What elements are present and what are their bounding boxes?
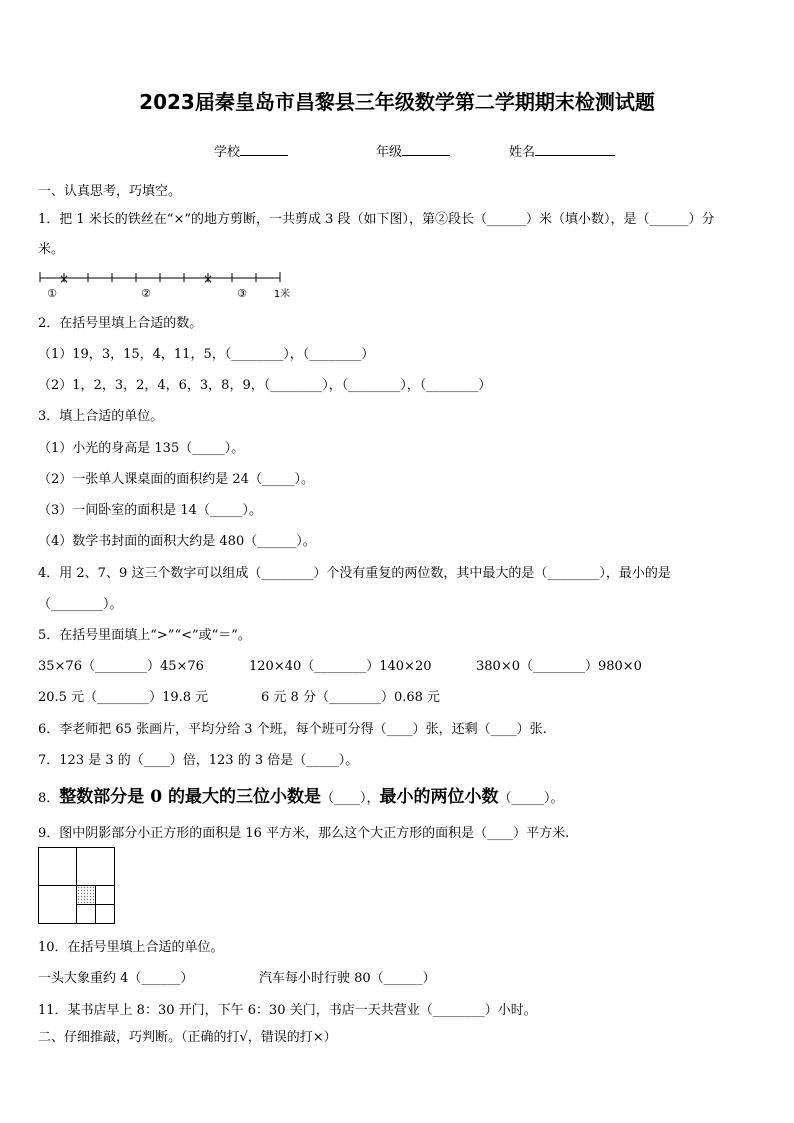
question-7: 7．123 是 3 的（____）倍，123 的 3 倍是（_____）。 xyxy=(38,753,359,768)
page-title: 2023届秦皇岛市昌黎县三年级数学第二学期期末检测试题 xyxy=(139,90,655,114)
question-3-stem: 3．填上合适的单位。 xyxy=(38,409,164,424)
ruler-unit-label: 1米 xyxy=(273,289,291,300)
section-1-heading: 一、认真思考，巧填空。 xyxy=(38,184,182,199)
question-1-line-1: 1．把 1 米长的铁丝在“×”的地方剪断，一共剪成 3 段（如下图），第②段长（______）米（填小数），是（______）分 xyxy=(38,212,715,227)
question-4-line-1: 4．用 2、7、9 这三个数字可以组成（________）个没有重复的两位数，其中最大的是（________），最小的是 xyxy=(38,566,671,581)
grade-field[interactable]: 年级 xyxy=(376,141,450,160)
question-3-part-4: （4）数学书封面的面积大约是 480（______）。 xyxy=(38,534,316,549)
question-6: 6．李老师把 65 张画片，平均分给 3 个班，每个班可分得（____）张，还剩（____）张. xyxy=(38,722,547,737)
question-1-line-2: 米。 xyxy=(38,242,65,257)
ruler-figure xyxy=(36,268,296,304)
section-2-heading: 二、仔细推敲，巧判断。（正确的打√，错误的打×） xyxy=(38,1030,337,1045)
cut-mark-2: × xyxy=(202,272,214,286)
segment-label-1: ① xyxy=(47,287,57,300)
question-4-line-2: （________）。 xyxy=(38,597,123,612)
question-2-stem: 2．在括号里填上合适的数。 xyxy=(38,316,203,331)
school-field[interactable]: 学校 xyxy=(214,141,288,160)
question-9: 9．图中阴影部分小正方形的面积是 16 平方米，那么这个大正方形的面积是（____）平方米. xyxy=(38,826,570,841)
compare-item-5: 6 元 8 分（________）0.68 元 xyxy=(261,690,441,705)
question-2-part-2: （2）1，2，3，2，4，6，3，8，9，（________），（________），（________） xyxy=(38,378,492,393)
name-field[interactable]: 姓名 xyxy=(509,141,615,160)
segment-label-3: ③ xyxy=(237,287,247,300)
question-11: 11．某书店早上 8：30 开门，下午 6：30 关门，书店一天共营业（________）小时。 xyxy=(38,1003,537,1018)
question-3-part-1: （1）小光的身高是 135（_____）。 xyxy=(38,441,245,456)
question-8: 8．整数部分是 0 的最大的三位小数是（____），最小的两位小数（_____）。 xyxy=(38,787,564,807)
question-2-part-1: （1）19，3，15，4，11，5，（________），（________） xyxy=(38,347,375,362)
question-3-part-2: （2）一张单人课桌面的面积约是 24（_____）。 xyxy=(38,472,314,487)
question-10-part-b: 汽车每小时行驶 80（______） xyxy=(259,971,436,986)
question-10-stem: 10．在括号里填上合适的单位。 xyxy=(38,940,224,955)
square-grid-figure xyxy=(38,847,116,925)
compare-item-1: 35×76（________）45×76 xyxy=(38,659,204,674)
compare-item-2: 120×40（________）140×20 xyxy=(249,659,432,674)
compare-item-3: 380×0（________）980×0 xyxy=(476,659,642,674)
cut-mark-1: × xyxy=(58,272,70,286)
segment-label-2: ② xyxy=(141,287,151,300)
question-3-part-3: （3）一间卧室的面积是 14（_____）。 xyxy=(38,503,262,518)
question-5-stem: 5．在括号里面填上“>”“<”或“＝”。 xyxy=(38,628,251,643)
question-10-part-a: 一头大象重约 4（______） xyxy=(38,971,194,986)
shaded-small-square xyxy=(77,886,96,905)
compare-item-4: 20.5 元（________）19.8 元 xyxy=(38,690,209,705)
